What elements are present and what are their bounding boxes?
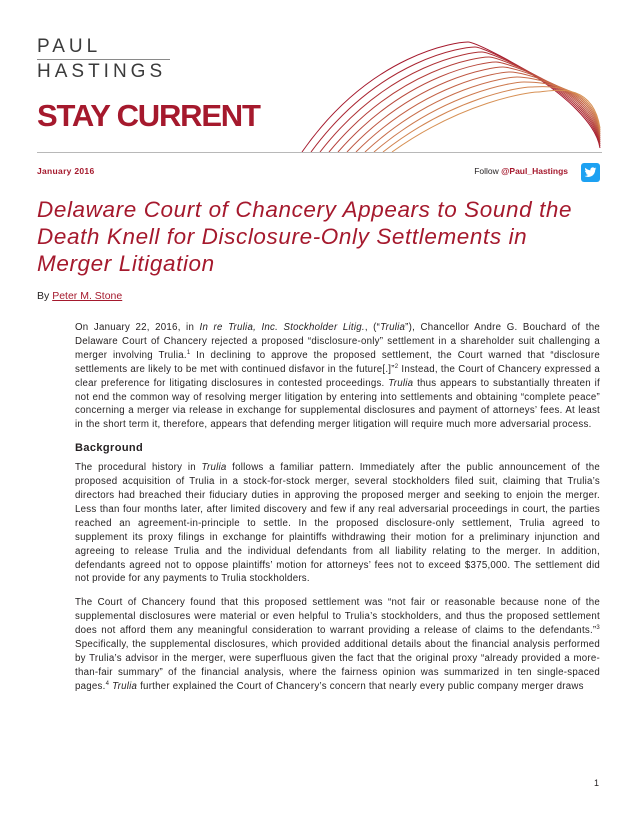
- paragraph-intro: [75, 321, 600, 432]
- text-run: further explained the Court of Chancery’s concern that nearly every public company merger draws: [140, 680, 584, 692]
- decorative-arcs-graphic: [300, 36, 602, 152]
- footnote-ref[interactable]: 3: [596, 625, 600, 632]
- logo-line-hastings: HASTINGS: [37, 61, 167, 82]
- arc-line: [311, 47, 600, 152]
- arc-line: [302, 42, 600, 152]
- issue-date: January 2016: [37, 166, 95, 176]
- logo-line-paul: PAUL: [37, 36, 102, 57]
- case-short-name: Trulia: [388, 377, 414, 389]
- paragraph-findings: [75, 596, 600, 693]
- case-short-name: Trulia: [201, 462, 227, 474]
- text-run: Specifically, the supplemental disclosures, which provided additional details about the financial analysis performed by Trulia’s advisor in the merger, were superfluous given the fact that the original proxy “already provided a more-than-fair summary” of the financial analysis, where the fairness opinion was summarized in ten single-spaced pages.: [75, 639, 600, 692]
- section-heading-background: Background: [75, 442, 144, 455]
- twitter-handle-link[interactable]: @Paul_Hastings: [501, 166, 568, 176]
- arc-line: [365, 77, 600, 152]
- article-title: Delaware Court of Chancery Appears to Sound the Death Knell for Disclosure-Only Settlements in Merger Litigation: [37, 197, 573, 276]
- text-run: The Court of Chancery found that this proposed settlement was “not fair or reasonable because none of the supplemental disclosures were material or even helpful to Trulia’s stockholders, and thus the proposed settlement does not afford them any meaningful consideration to warrant providing a release of claims to the defendants.”: [75, 597, 600, 637]
- text-run: ”), Chancellor Andre G. Bouchard of the Delaware Court of Chancery rejected a proposed “disclosure-only” settlement in a shareholder suit challenging a merger involving Trulia.: [75, 322, 600, 361]
- page-number: 1: [594, 778, 600, 788]
- text-run: In declining to approve the proposed settlement, the Court warned that “disclosure settlements are likely to be met with continued disfavor in the future[.]”: [75, 349, 600, 375]
- text-run: Instead, the Court of Chancery expressed a clear preference for litigating disclosures in contested proceedings.: [75, 363, 600, 389]
- text-run: follows a familiar pattern. Immediately after the public announcement of the proposed acquisition of Trulia in a stock-for-stock merger, several stockholders filed suit, claiming that Trulia’s directors had breached their fiduciary duties in approving the proposed merger and seeking to enjoin the merger. Less than four months later, after limited discovery and few if any real adversarial proceedings in court, the parties reached an agreement-in-principle to settle. In the proposed disclosure-only settlement, Trulia agreed to supplement its proxy filings in exchange for plaintiffs withdrawing their motion for a preliminary injunction and agreeing to release Trulia and the individual defendants from all liability relating to the merger. In addition, defendants agreed not to oppose plaintiffs’ motion for attorneys’ fees not to exceed $375,000. The settlement did not provide for any payments to Trulia stockholders.: [75, 462, 600, 585]
- byline: [37, 290, 122, 302]
- text-run: , (“: [364, 322, 381, 333]
- logo-rule: [37, 59, 170, 60]
- text-run: thus appears to substantially threaten if not end the common way of resolving merger litigation by entering into settlements and obtaining “complete peace” concerning a merger via release in exchange for supplemental disclosures and payment of attorneys’ fees. At least in the short term it, therefore, appears that defending merger litigation will require much more adversarial process.: [75, 377, 600, 431]
- stay-current-headline: STAY CURRENT: [37, 98, 260, 133]
- case-short-name: Trulia: [380, 322, 406, 333]
- by-label: By: [37, 290, 50, 302]
- author-link[interactable]: Peter M. Stone: [52, 290, 123, 302]
- article-body: [75, 321, 600, 704]
- arc-line: [338, 62, 600, 152]
- footnote-ref[interactable]: 4: [105, 680, 110, 687]
- follow-line: [474, 166, 568, 176]
- paul-hastings-logo: [37, 37, 170, 81]
- case-short-name: Trulia: [112, 680, 138, 692]
- twitter-bird-icon[interactable]: [581, 163, 600, 182]
- text-run: On January 22, 2016, in: [75, 322, 195, 333]
- paragraph-background: [75, 461, 600, 586]
- masthead-divider: [37, 152, 602, 153]
- footnote-ref[interactable]: 2: [394, 363, 399, 370]
- footnote-ref[interactable]: 1: [186, 349, 191, 356]
- text-run: The procedural history in: [75, 462, 196, 474]
- follow-label: Follow: [474, 166, 499, 176]
- case-name: In re Trulia, Inc. Stockholder Litig.: [199, 322, 365, 333]
